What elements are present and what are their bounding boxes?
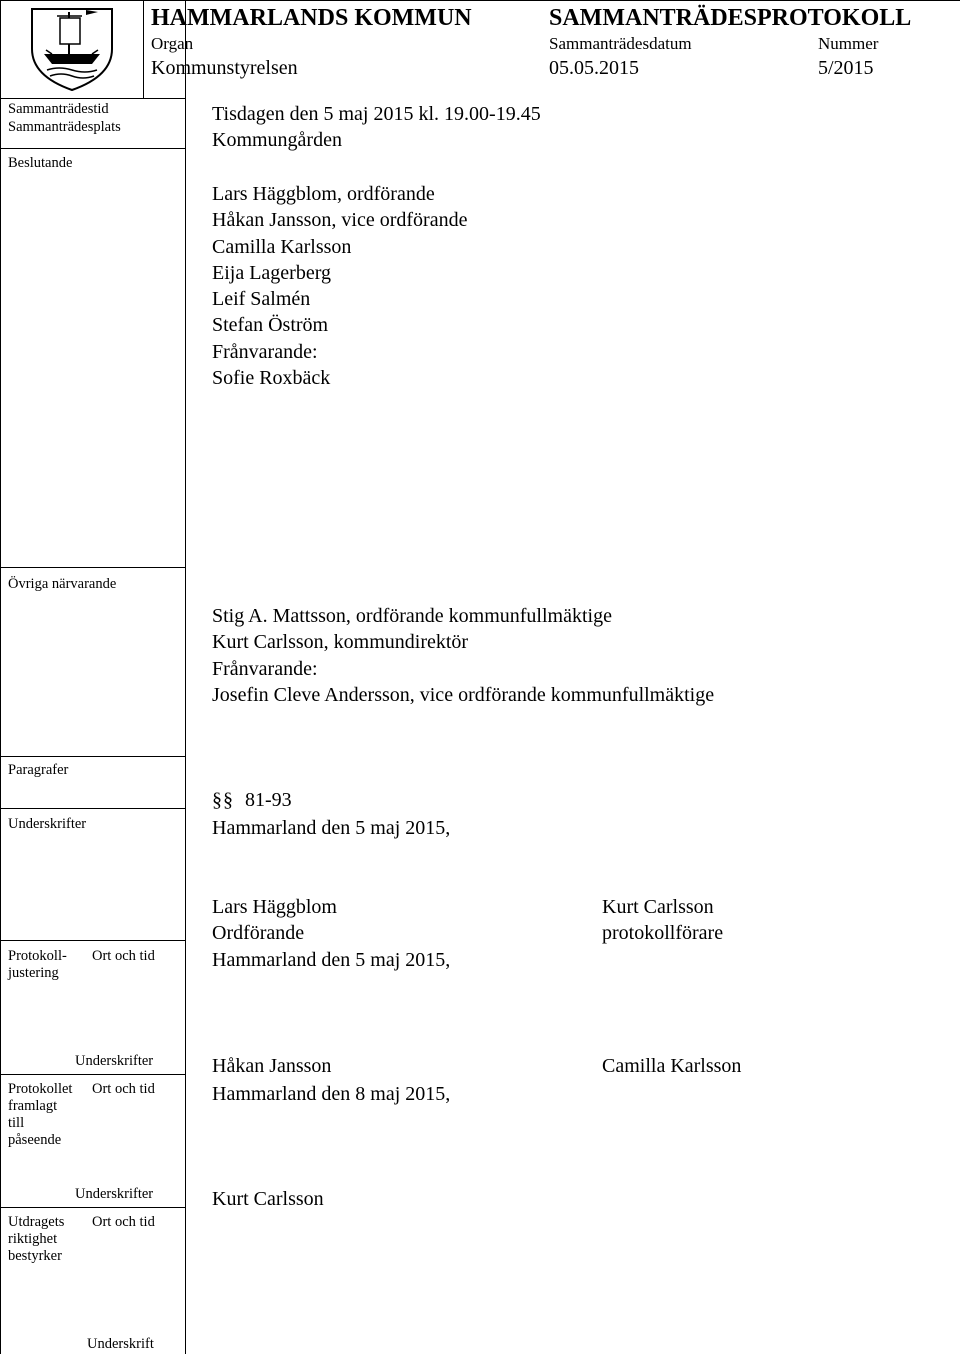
- others-present-list: [212, 603, 714, 708]
- justering-top-line: [0, 940, 186, 941]
- paragrafer-top-line: [0, 756, 186, 757]
- list-item: Håkan Jansson, vice ordförande: [212, 209, 468, 232]
- number-label: Nummer: [818, 34, 879, 53]
- underskrifter-top-line: [0, 808, 186, 809]
- section-sign: §§: [212, 789, 234, 811]
- frame-left-line: [0, 0, 1, 1354]
- adjuster2-name: Camilla Karlsson: [602, 1055, 742, 1077]
- adjustment-signatures-label: Underskrifter: [75, 1053, 154, 1069]
- meeting-place-value: Kommungården: [212, 129, 342, 151]
- public-display-place-date: Hammarland den 8 maj 2015,: [212, 1083, 451, 1105]
- meeting-time-value: Tisdagen den 5 maj 2015 kl. 19.00-19.45: [212, 103, 541, 125]
- signer-chair: [212, 894, 337, 947]
- public-display-signer: Kurt Carlsson: [212, 1188, 324, 1210]
- extract-label: Utdragets riktighet bestyrker: [8, 1214, 65, 1264]
- list-item: Josefin Cleve Andersson, vice ordförande kommunfullmäktige: [212, 683, 715, 706]
- ovriga-top-line: [0, 567, 186, 568]
- adjuster1-name: Håkan Jansson: [212, 1055, 332, 1077]
- protocol-title: SAMMANTRÄDESPROTOKOLL: [549, 5, 912, 31]
- coat-of-arms-icon: [22, 4, 122, 94]
- signer-secretary-role: protokollförare: [602, 922, 724, 945]
- list-item: Stefan Öström: [212, 314, 329, 337]
- signatures-label: Underskrifter: [8, 816, 87, 832]
- list-item: Leif Salmén: [212, 288, 311, 311]
- list-item: Kurt Carlsson, kommundirektör: [212, 631, 469, 654]
- signer-secretary-name: Kurt Carlsson: [602, 896, 714, 918]
- list-item: Eija Lagerberg: [212, 261, 332, 284]
- header-bottom-line: [0, 98, 186, 99]
- extract-signature-label: Underskrift: [87, 1336, 154, 1352]
- framlagt-top-line: [0, 1074, 186, 1075]
- public-display-label: Protokollet framlagt till påseende: [8, 1081, 73, 1148]
- frame-top-line: [0, 0, 960, 1]
- municipality-name: HAMMARLANDS KOMMUN: [151, 5, 472, 31]
- list-item: Frånvarande:: [212, 657, 318, 680]
- organ-value: Kommunstyrelsen: [151, 57, 298, 79]
- decision-makers-list: [212, 181, 467, 391]
- signatures-place-date: Hammarland den 5 maj 2015,: [212, 817, 451, 839]
- public-display-signatures-label: Underskrifter: [75, 1186, 154, 1202]
- list-item: Sofie Roxbäck: [212, 367, 331, 390]
- meeting-time-label: Sammanträdestid: [8, 101, 109, 117]
- meeting-date-value: 05.05.2015: [549, 57, 639, 79]
- adjustment-place-time-label: Ort och tid: [92, 948, 155, 964]
- decision-makers-label: Beslutande: [8, 155, 73, 171]
- public-display-place-time-label: Ort och tid: [92, 1081, 155, 1097]
- signer-chair-role: Ordförande: [212, 922, 305, 945]
- paragraph-range: 81-93: [245, 789, 292, 811]
- list-item: Camilla Karlsson: [212, 235, 352, 258]
- number-value: 5/2015: [818, 57, 874, 79]
- left-column-divider: [185, 0, 186, 1354]
- beslutande-top-line: [0, 148, 186, 149]
- coat-of-arms-logo: [22, 4, 122, 94]
- meeting-place-label: Sammanträdesplats: [8, 119, 121, 135]
- list-item: Lars Häggblom, ordförande: [212, 183, 435, 205]
- signer-chair-name: Lars Häggblom: [212, 896, 337, 918]
- others-present-label: Övriga närvarande: [8, 576, 117, 592]
- paragraphs-value: [212, 787, 292, 813]
- signer-secretary: [602, 894, 723, 947]
- meeting-date-label: Sammanträdesdatum: [549, 34, 692, 53]
- logo-cell-divider: [143, 0, 144, 98]
- list-item: Frånvarande:: [212, 340, 318, 363]
- utdrag-top-line: [0, 1207, 186, 1208]
- adjustment-label: Protokoll- justering: [8, 948, 67, 981]
- list-item: Stig A. Mattsson, ordförande kommunfullmäktige: [212, 605, 612, 627]
- adjustment-place-date: Hammarland den 5 maj 2015,: [212, 949, 451, 971]
- paragraphs-label: Paragrafer: [8, 762, 69, 778]
- extract-place-time-label: Ort och tid: [92, 1214, 155, 1230]
- organ-label: Organ: [151, 34, 194, 53]
